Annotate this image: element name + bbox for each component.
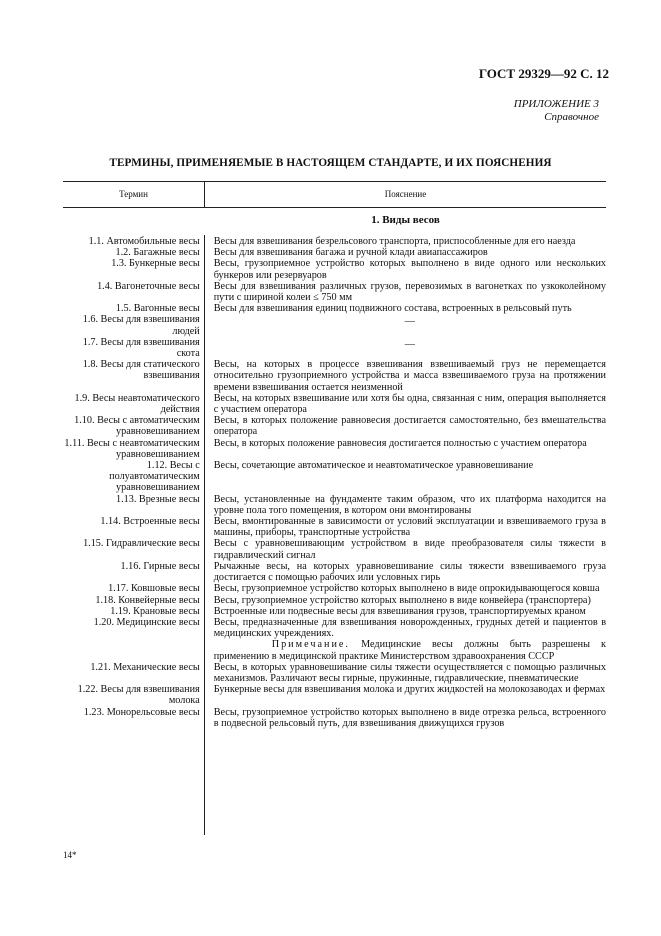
explanation-cell <box>214 337 606 359</box>
table-row <box>63 494 606 516</box>
term-cell: 1.18. Конвейерные весы <box>95 594 200 606</box>
table-row <box>63 258 606 280</box>
term-cell: 1.10. Весы с автоматическим уравновешиванием <box>74 415 200 438</box>
term-cell: 1.17. Ковшовые весы <box>108 583 200 595</box>
explanation-cell <box>214 662 606 684</box>
table-row <box>63 684 606 706</box>
explanation-text: Весы, в которых положение равновесия достигается самостоятельно, без вмешательства оператора <box>213 415 606 438</box>
table-row <box>63 561 606 583</box>
explanation-cell <box>214 415 606 437</box>
table-row <box>63 438 606 460</box>
explanation-text: Весы для взвешивания единиц подвижного состава, встроенных в рельсовый путь <box>213 303 572 315</box>
explanation-text: Весы, в которых положение равновесия достигается полностью с участием оператора <box>213 437 587 449</box>
section-heading: 1. Виды весов <box>371 214 440 226</box>
explanation-text: Весы для взвешивания различных грузов, перевозимых в вагонетках по узкоколейному пути с шириной колеи ≤ 750 мм <box>213 280 606 304</box>
term-cell: 1.5. Вагонные весы <box>115 303 200 315</box>
explanation-cell <box>214 314 606 336</box>
explanation-text: Весы, вмонтированные в зависимости от условий эксплуатации и взвешиваемого груза в машины, приборы, транспортные устройства <box>213 516 606 539</box>
table-row <box>63 595 606 606</box>
term-cell: 1.1. Автомобильные весы <box>88 236 200 247</box>
explanation-cell <box>214 281 606 303</box>
table-row <box>63 617 606 662</box>
explanation-text: Весы, на которых в процессе взвешивания взвешиваемый груз не перемещается относительно грузоприемного устройства и масса взвешиваемого груза на протяжении времени взвешивания остается неизменной <box>213 359 606 393</box>
explanation-cell <box>214 494 606 516</box>
note-label: Примечание. <box>271 639 350 651</box>
explanation-cell <box>214 460 606 494</box>
page-title: ТЕРМИНЫ, ПРИМЕНЯЕМЫЕ В НАСТОЯЩЕМ СТАНДАРТЕ, И ИХ ПОЯСНЕНИЯ <box>109 157 552 169</box>
term-cell: 1.12. Весы с полуавтоматическим уравновешиванием <box>109 460 200 494</box>
explanation-text: Весы, грузоприемное устройство которых выполнено в виде одного или нескольких бункеров или резервуаров <box>213 258 606 281</box>
explanation-text: Весы, грузоприемное устройство которых выполнено в виде конвейера (транспортера) <box>213 594 591 606</box>
explanation-cell <box>214 393 606 415</box>
explanation-cell <box>214 561 606 583</box>
appendix-title: ПРИЛОЖЕНИЕ 3 <box>513 98 599 110</box>
table-row <box>63 707 606 729</box>
explanation-text: — <box>404 316 415 328</box>
appendix-note: Справочное <box>544 111 599 123</box>
table-row <box>63 538 606 560</box>
explanation-cell <box>214 516 606 538</box>
explanation-text: Весы, в которых уравновешивание силы тяжести осуществляется с помощью различных механизмов. Различают весы гирные, пружинные, гидравлические, пневматические <box>213 661 606 684</box>
table-row <box>63 281 606 303</box>
term-cell: 1.13. Врезные весы <box>115 493 200 505</box>
term-cell: 1.4. Вагонеточные весы <box>97 280 200 292</box>
table-row <box>63 583 606 594</box>
explanation-cell <box>214 707 606 729</box>
explanation-text: Весы, сочетающие автоматическое и неавтоматическое уравновешивание <box>213 460 534 472</box>
table-row <box>63 337 606 359</box>
explanation-text: Бункерные весы для взвешивания молока и других жидкостей на молокозаводах и фермах <box>213 684 606 696</box>
table-header-rule <box>63 207 606 208</box>
table-row <box>63 303 606 314</box>
page-mark: 14* <box>63 850 77 860</box>
term-cell: 1.9. Весы неавтоматического действия <box>74 392 200 416</box>
table-top-rule <box>63 181 606 182</box>
explanation-cell <box>214 606 606 617</box>
note-text: Медицинские весы должны быть разрешены к применению в медицинской практике Министерством здравоохранения СССР <box>213 639 606 662</box>
explanation-cell <box>214 258 606 280</box>
standard-code-header: ГОСТ 29329—92 С. 12 <box>478 66 609 81</box>
term-cell: 1.14. Встроенные весы <box>100 516 200 528</box>
explanation-text: Весы, установленные на фундаменте таким образом, что их платформа находится на уровне пола того помещения, в котором они вмонтированы <box>213 493 606 516</box>
explanation-text: — <box>404 338 415 350</box>
term-cell: 1.7. Весы для взвешивания скота <box>82 336 200 360</box>
column-header-explanation: Пояснение <box>384 189 427 199</box>
term-cell: 1.3. Бункерные весы <box>111 258 200 270</box>
term-cell: 1.16. Гирные весы <box>120 560 200 572</box>
term-cell: 1.8. Весы для статического взвешивания <box>82 359 200 382</box>
explanation-cell <box>214 303 606 314</box>
explanation-cell <box>214 617 606 662</box>
explanation-cell <box>214 247 606 258</box>
table-row <box>63 247 606 258</box>
term-cell: 1.6. Весы для взвешивания людей <box>82 314 200 337</box>
term-cell: 1.21. Механические весы <box>90 661 200 673</box>
term-cell: 1.22. Весы для взвешивания молока <box>77 684 200 707</box>
term-cell: 1.20. Медицинские весы <box>93 616 200 628</box>
term-cell: 1.2. Багажные весы <box>115 247 200 259</box>
explanation-cell <box>214 684 606 706</box>
explanation-cell <box>214 583 606 594</box>
term-cell: 1.15. Гидравлические весы <box>83 538 200 550</box>
table-row <box>63 606 606 617</box>
table-row <box>63 460 606 494</box>
table-row <box>63 662 606 684</box>
table-row <box>63 393 606 415</box>
explanation-text: Весы с уравновешивающим устройством в виде преобразователя силы тяжести в гидравлический сигнал <box>213 538 606 561</box>
column-header-term: Термин <box>119 189 148 199</box>
explanation-text: Весы для взвешивания безрельсового транспорта, приспособленные для его наезда <box>213 236 576 247</box>
table-row <box>63 359 606 393</box>
explanation-cell <box>214 236 606 247</box>
explanation-text: Весы, предназначенные для взвешивания новорожденных, грудных детей и пациентов в медицинских учреждениях. <box>213 616 606 640</box>
table-row <box>63 516 606 538</box>
explanation-cell <box>214 438 606 460</box>
explanation-text: Встроенные или подвесные весы для взвешивания грузов, транспортируемых краном <box>213 605 586 617</box>
appendix-label <box>514 98 599 124</box>
table-row <box>63 314 606 336</box>
terms-table-body <box>63 236 606 729</box>
term-cell: 1.19. Крановые весы <box>110 605 200 617</box>
table-row <box>63 236 606 247</box>
table-row <box>63 415 606 437</box>
explanation-cell <box>214 538 606 560</box>
explanation-text: Рычажные весы, на которых уравновешивание силы тяжести взвешиваемого груза достигается с помощью рабочих или условных гирь <box>213 560 606 584</box>
term-cell: 1.23. Монорельсовые весы <box>83 706 200 718</box>
explanation-text: Весы, на которых взвешивание или хотя бы одна, связанная с ним, операция выполняется с участием оператора <box>213 392 606 416</box>
explanation-text: Весы для взвешивания багажа и ручной клади авиапассажиров <box>213 247 488 259</box>
term-cell: 1.11. Весы с неавтоматическим уравновешиванием <box>64 437 200 460</box>
explanation-text: Весы, грузоприемное устройство которых выполнено в виде отрезка рельса, встроенного в подвесной рельсовый путь, для взвешивания движущихся грузов <box>213 706 606 729</box>
explanation-cell <box>214 595 606 606</box>
explanation-text: Весы, грузоприемное устройство которых выполнено в виде опрокидывающегося ковша <box>213 583 600 595</box>
note-paragraph <box>214 639 606 661</box>
explanation-cell <box>214 359 606 393</box>
